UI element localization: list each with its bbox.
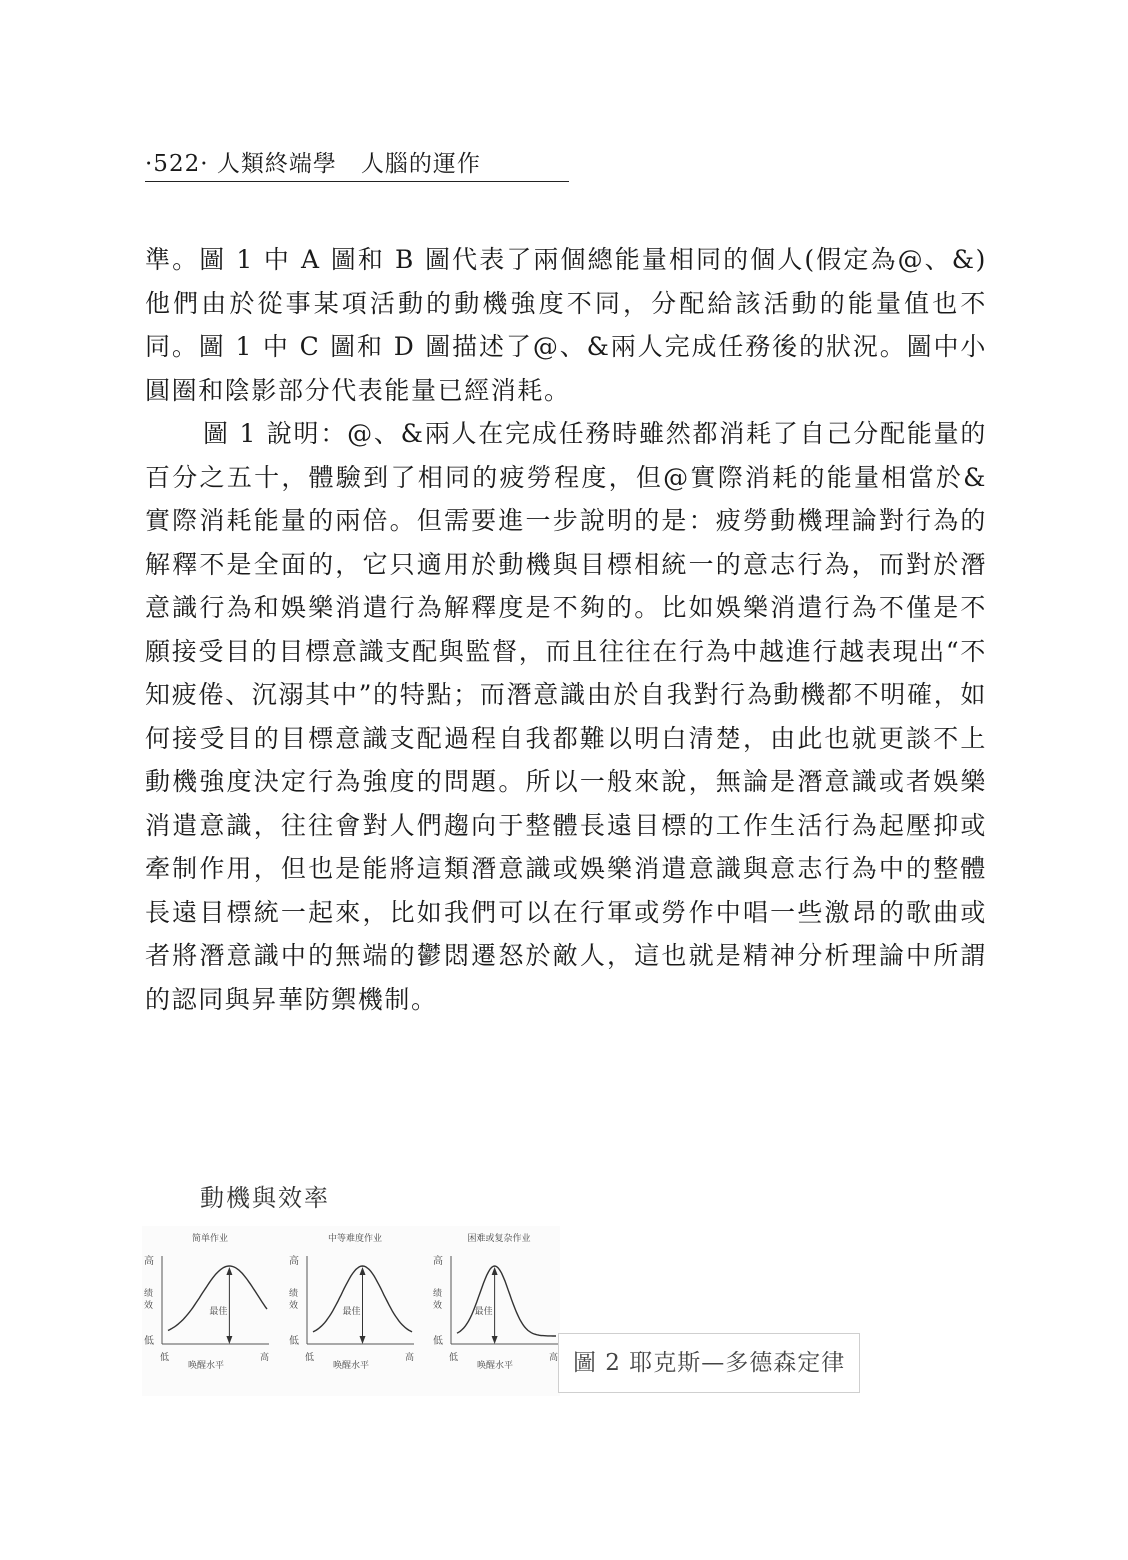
arrow-down xyxy=(226,1336,232,1344)
paragraph-2: 圖 1 說明：@、&兩人在完成任務時雖然都消耗了自己分配能量的百分之五十，體驗到了相同的疲勞程度，但@實際消耗的能量相當於&實際消耗能量的兩倍。但需要進一步說明的是：疲勞動機理論對行為的解釋不是全面的，它只適用於動機與目標相統一的意志行為，而對於潛意識行為和娛樂消遣行為解釋度是不夠的。比如娛樂消遣行為不僅是不願接受目的目標意識支配與監督，而且往往在行為中越進行越表現出“不知疲倦、沉溺其中”的特點；而潛意識由於自我對行為動機都不明確，如何接受目的目標意識支配過程自我都難以明白清楚，由此也就更談不上動機強度決定行為強度的問題。所以一般來說，無論是潛意識或者娛樂消遣意識，往往會對人們趨向于整體長遠目標的工作生活行為起壓抑或牽制作用，但也是能將這類潛意識或娛樂消遣意識與意志行為中的整體長遠目標統一起來，比如我們可以在行軍或勞作中唱一些激昂的歌曲或者將潛意識中的無端的鬱悶遷怒於敵人，這也就是精神分析理論中所謂的認同與昇華防禦機制。 xyxy=(145,419,987,1014)
x-high-label: 高 xyxy=(260,1353,270,1363)
y-low-label: 低 xyxy=(144,1336,154,1347)
optimal-label: 最佳 xyxy=(209,1307,228,1317)
arrow-up xyxy=(360,1267,366,1275)
paragraph-1: 準。圖 1 中 A 圖和 B 圖代表了兩個總能量相同的個人(假定為@、&)他們由於從事某項活動的動機強度不同，分配給該活動的能量值也不同。圖 1 中 C 圖和 D 圖描述了@、&兩人完成任務後的狀況。圖中小圓圈和陰影部分代表能量已經消耗。 xyxy=(145,245,987,405)
panel-title: 困难或复杂作业 xyxy=(467,1234,531,1244)
y-high-label: 高 xyxy=(289,1256,299,1267)
y-perf-label: 绩 xyxy=(433,1289,443,1299)
x-high-label: 高 xyxy=(405,1353,415,1363)
x-axis-label: 唤醒水平 xyxy=(476,1361,514,1371)
panel-title: 简单作业 xyxy=(191,1234,229,1244)
panel-title: 中等难度作业 xyxy=(327,1234,383,1244)
y-perf-label: 绩 xyxy=(144,1289,154,1299)
y-low-label: 低 xyxy=(289,1336,299,1347)
y-perf-label: 效 xyxy=(433,1301,443,1311)
running-header: ·522· 人類終端學 人腦的運作 xyxy=(145,145,569,182)
y-perf-label: 效 xyxy=(144,1301,154,1311)
x-low-label: 低 xyxy=(305,1353,315,1363)
figure-graphic xyxy=(142,1226,560,1396)
y-low-label: 低 xyxy=(433,1336,443,1347)
optimal-label: 最佳 xyxy=(474,1307,493,1317)
x-low-label: 低 xyxy=(449,1353,459,1363)
x-low-label: 低 xyxy=(160,1353,170,1363)
performance-curve xyxy=(457,1266,556,1336)
arrow-down xyxy=(360,1336,366,1344)
yerkes-dodson-figure xyxy=(142,1226,560,1396)
x-axis-label: 唤醒水平 xyxy=(332,1361,370,1371)
arrow-up xyxy=(492,1267,498,1275)
y-perf-label: 效 xyxy=(289,1301,299,1311)
figure-title: 動機與效率 xyxy=(200,1184,330,1212)
optimal-label: 最佳 xyxy=(342,1307,361,1317)
arrow-up xyxy=(226,1267,232,1275)
body-text xyxy=(145,238,987,1021)
arrow-down xyxy=(492,1336,498,1344)
y-high-label: 高 xyxy=(144,1256,154,1267)
performance-curve xyxy=(168,1266,267,1331)
y-perf-label: 绩 xyxy=(289,1289,299,1299)
figure-caption: 圖 2 耶克斯—多德森定律 xyxy=(558,1333,860,1393)
y-high-label: 高 xyxy=(433,1256,443,1267)
x-high-label: 高 xyxy=(549,1353,559,1363)
x-axis-label: 唤醒水平 xyxy=(187,1361,225,1371)
